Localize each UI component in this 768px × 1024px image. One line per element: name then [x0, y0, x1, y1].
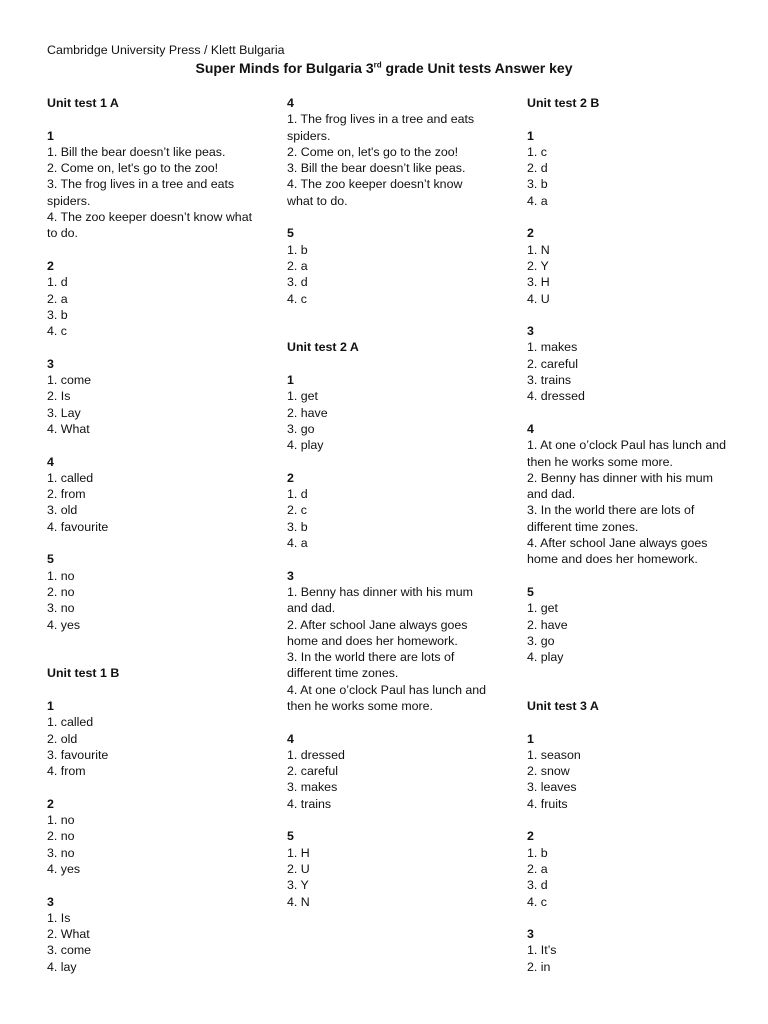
answer-line: 1. get — [287, 389, 319, 404]
answer-line: 2. Y — [527, 258, 549, 273]
exercise-number: 1 — [527, 731, 534, 746]
answer-line: 2. Is — [47, 389, 71, 404]
answer-line: 3. H — [527, 275, 550, 290]
answer-line: 4. yes — [47, 617, 81, 632]
answer-line: 4. c — [287, 291, 307, 306]
answer-line: 3. go — [527, 633, 555, 648]
exercise-number: 4 — [527, 421, 534, 436]
exercise-block — [527, 128, 727, 209]
answer-line: 4. What — [47, 421, 90, 436]
answer-line: 4. c — [527, 894, 547, 909]
answer-line: 1. d — [287, 487, 308, 502]
document-title — [0, 60, 768, 76]
answer-line: 4. trains — [287, 796, 332, 811]
answer-line: 1. season — [527, 747, 581, 762]
answer-line: 1. Benny has dinner with his mum and dad. — [287, 584, 473, 616]
exercise-number: 2 — [527, 829, 534, 844]
unit-heading: Unit test 3 A — [527, 698, 599, 713]
exercise-number: 2 — [287, 470, 294, 485]
answer-line: 4. a — [527, 193, 548, 208]
answer-line: 2. Benny has dinner with his mum and dad. — [527, 470, 713, 502]
answer-line: 4. a — [287, 536, 308, 551]
answer-line: 1. c — [527, 144, 547, 159]
answer-line: 1. Bill the bear doesn’t like peas. — [47, 144, 226, 159]
answer-line: 3. favourite — [47, 747, 109, 762]
answer-line: 3. no — [47, 845, 75, 860]
exercise-number: 3 — [527, 324, 534, 339]
exercise-number: 3 — [287, 568, 294, 583]
exercise-number: 2 — [47, 258, 54, 273]
answer-line: 4. lay — [47, 959, 77, 974]
answer-line: 3. no — [47, 601, 75, 616]
exercise-block — [527, 323, 727, 404]
answer-line: 1. The frog lives in a tree and eats spiders. — [287, 112, 475, 143]
answer-line: 2. snow — [527, 764, 570, 779]
answer-line: 3. The frog lives in a tree and eats spiders. — [47, 177, 235, 208]
exercise-block — [47, 894, 262, 975]
answer-line: 4. The zoo keeper doesn’t know what to do. — [47, 210, 253, 241]
answer-line: 1. It’s — [527, 943, 557, 958]
answer-line: 2. old — [47, 731, 78, 746]
exercise-number: 2 — [527, 226, 534, 241]
answer-line: 3. Y — [287, 878, 309, 893]
answer-line: 3. leaves — [527, 780, 577, 795]
exercise-number: 3 — [47, 356, 54, 371]
answer-line: 3. b — [527, 177, 548, 192]
answer-line: 2. a — [287, 258, 308, 273]
exercise-block — [287, 470, 487, 551]
answer-line: 1. come — [47, 373, 92, 388]
answer-line: 3. b — [47, 307, 68, 322]
answer-line: 3. trains — [527, 373, 572, 388]
exercise-block — [527, 731, 727, 812]
exercise-block — [47, 454, 262, 535]
publisher-line: Cambridge University Press / Klett Bulgaria — [47, 43, 285, 57]
answer-line: 3. makes — [287, 780, 338, 795]
answer-line: 1. Is — [47, 910, 71, 925]
answer-line: 2. from — [47, 487, 86, 502]
answer-line: 1. no — [47, 568, 75, 583]
answer-line: 4. The zoo keeper doesn’t know what to do. — [287, 177, 463, 208]
answer-line: 3. come — [47, 943, 92, 958]
answer-line: 2. Come on, let's go to the zoo! — [47, 161, 219, 176]
answer-line: 2. careful — [287, 764, 338, 779]
exercise-number: 4 — [47, 454, 54, 469]
exercise-block — [287, 225, 487, 306]
answer-line: 4. play — [527, 650, 564, 665]
answer-line: 1. b — [527, 845, 548, 860]
answer-line: 3. In the world there are lots of different time zones. — [287, 650, 455, 681]
exercise-block — [287, 372, 487, 453]
exercise-block — [47, 698, 262, 779]
exercise-number: 1 — [47, 698, 54, 713]
exercise-number: 4 — [287, 96, 294, 110]
answer-line: 2. c — [287, 503, 307, 518]
unit-heading: Unit test 1 B — [47, 666, 120, 681]
unit-heading: Unit test 2 A — [287, 340, 359, 355]
answer-line: 3. In the world there are lots of different time zones. — [527, 503, 695, 534]
exercise-block — [527, 421, 727, 568]
answer-line: 2. a — [527, 861, 548, 876]
title-superscript: rd — [373, 60, 382, 70]
answer-line: 2. a — [47, 291, 68, 306]
exercise-block — [527, 584, 727, 665]
answer-line: 2. careful — [527, 356, 578, 371]
answer-line: 1. no — [47, 813, 75, 828]
answer-line: 4. At one o’clock Paul has lunch and then he works some more. — [287, 682, 487, 713]
exercise-block — [527, 926, 727, 975]
answer-line: 1. get — [527, 601, 559, 616]
exercise-block — [47, 796, 262, 877]
answer-line: 2. in — [527, 959, 551, 974]
answer-line: 1. makes — [527, 340, 578, 355]
answer-line: 4. c — [47, 324, 67, 339]
exercise-number: 1 — [287, 373, 294, 388]
answer-line: 3. Bill the bear doesn’t like peas. — [287, 161, 466, 176]
answer-line: 4. play — [287, 438, 324, 453]
answer-line: 4. U — [527, 291, 550, 306]
exercise-block — [47, 128, 262, 242]
column-2 — [287, 95, 487, 910]
exercise-block — [287, 568, 487, 715]
answer-line: 3. go — [287, 421, 315, 436]
answer-line: 1. b — [287, 242, 308, 257]
answer-line: 3. Lay — [47, 405, 81, 420]
exercise-number: 5 — [287, 226, 294, 241]
exercise-block — [287, 828, 487, 909]
unit-heading: Unit test 2 B — [527, 96, 600, 110]
exercise-block — [527, 828, 727, 909]
exercise-number: 2 — [47, 796, 54, 811]
answer-line: 2. no — [47, 829, 75, 844]
exercise-block — [287, 95, 487, 209]
answer-line: 4. N — [287, 894, 310, 909]
title-text: Super Minds for Bulgaria 3 — [195, 60, 374, 76]
exercise-number: 4 — [287, 731, 294, 746]
answer-line: 4. fruits — [527, 796, 568, 811]
answer-line: 1. called — [47, 470, 94, 485]
answer-line: 3. d — [527, 878, 548, 893]
answer-line: 1. N — [527, 242, 550, 257]
answer-line: 2. What — [47, 927, 90, 942]
exercise-number: 5 — [527, 584, 534, 599]
exercise-number: 5 — [47, 552, 54, 567]
answer-line: 4. dressed — [527, 389, 585, 404]
exercise-number: 5 — [287, 829, 294, 844]
exercise-number: 3 — [47, 894, 54, 909]
answer-line: 2. no — [47, 584, 75, 599]
exercise-number: 1 — [527, 128, 534, 143]
answer-line: 2. Come on, let's go to the zoo! — [287, 144, 459, 159]
answer-line: 1. dressed — [287, 747, 345, 762]
answer-line: 1. called — [47, 715, 94, 730]
answer-line: 4. After school Jane always goes home and does her homework. — [527, 536, 708, 567]
exercise-block — [527, 225, 727, 306]
answer-line: 3. old — [47, 503, 78, 518]
answer-line: 1. H — [287, 845, 310, 860]
title-text-end: grade Unit tests Answer key — [381, 60, 573, 76]
answer-line: 2. have — [527, 617, 568, 632]
answer-line: 2. U — [287, 861, 310, 876]
exercise-block — [287, 731, 487, 812]
answer-line: 2. d — [527, 161, 548, 176]
column-1 — [47, 95, 262, 975]
exercise-block — [47, 551, 262, 632]
answer-line: 3. d — [287, 275, 308, 290]
answer-line: 3. b — [287, 519, 308, 534]
answer-line: 1. d — [47, 275, 68, 290]
column-3 — [527, 95, 727, 975]
answer-line: 4. favourite — [47, 519, 109, 534]
answer-line: 4. from — [47, 764, 86, 779]
exercise-block — [47, 356, 262, 437]
answer-line: 2. After school Jane always goes home and does her homework. — [287, 617, 468, 648]
answer-line: 1. At one o’clock Paul has lunch and then he works some more. — [527, 438, 727, 469]
answer-line: 4. yes — [47, 861, 81, 876]
unit-heading: Unit test 1 A — [47, 96, 119, 110]
answer-line: 2. have — [287, 405, 328, 420]
exercise-block — [47, 258, 262, 339]
exercise-number: 3 — [527, 927, 534, 942]
exercise-number: 1 — [47, 128, 54, 143]
